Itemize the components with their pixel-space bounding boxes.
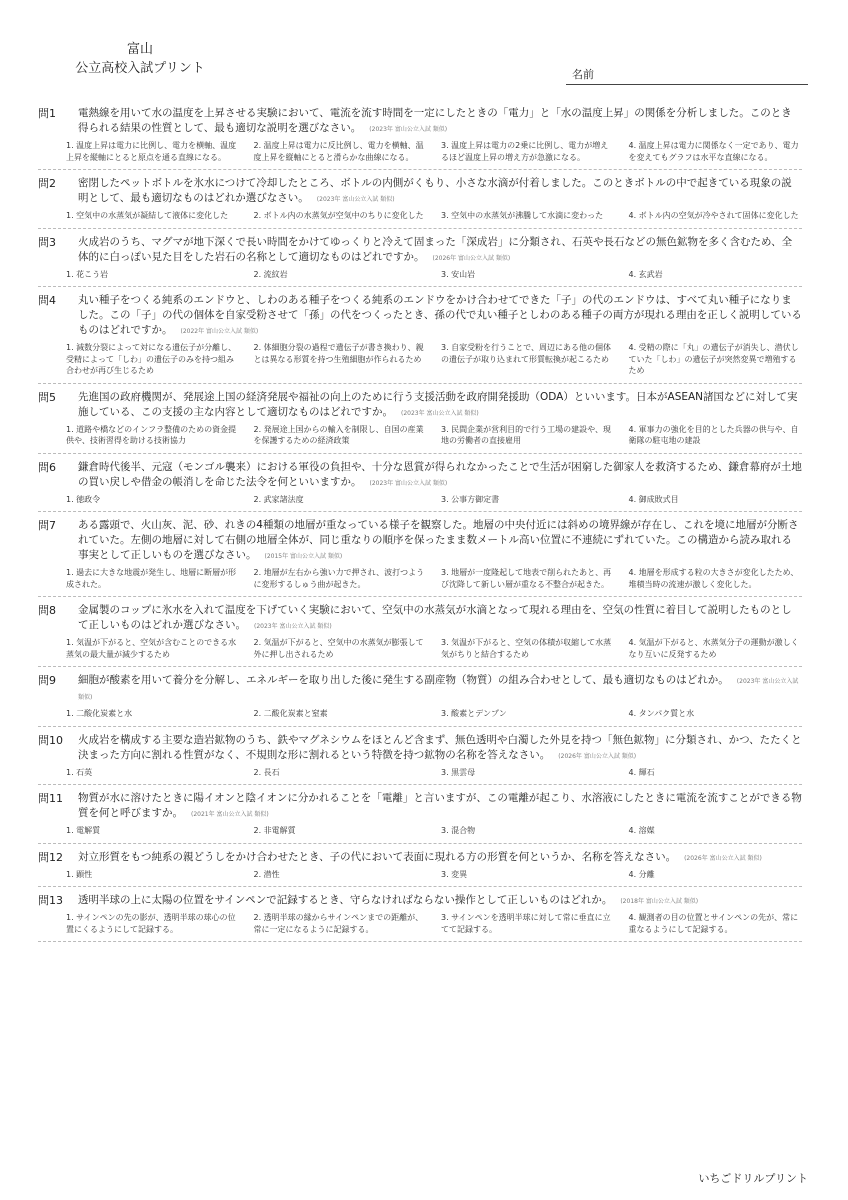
choice-list bbox=[38, 210, 802, 222]
choice-option[interactable]: 4. 気温が下がると、水蒸気分子の運動が激しくなり互いに反発するため bbox=[628, 638, 799, 659]
question-source: (2018年 富山公立入試 類似) bbox=[620, 898, 699, 905]
question-number: 問8 bbox=[38, 604, 56, 617]
choice-list bbox=[38, 708, 802, 720]
question-number: 問3 bbox=[38, 235, 56, 249]
choice-option[interactable]: 3. 変異 bbox=[441, 869, 468, 879]
question-block bbox=[38, 287, 802, 384]
question-number: 問1 bbox=[38, 107, 56, 120]
question-source: (2021年 富山公立入試 類似) bbox=[191, 811, 269, 818]
choice-option[interactable]: 3. 温度上昇は電力の2乗に比例し、電力が増えるほど温度上昇の増え方が急激になる。 bbox=[441, 141, 609, 162]
question-header bbox=[38, 791, 802, 822]
question-text-wrap bbox=[78, 850, 802, 866]
question-number: 問4 bbox=[38, 294, 56, 307]
choice-option[interactable]: 1. 顕性 bbox=[66, 869, 93, 879]
question-header bbox=[38, 673, 802, 705]
question-text: 鎌倉時代後半、元寇（モンゴル襲来）における軍役の負担や、十分な恩賞が得られなかったことで生活が困窮した御家人を救済するため、鎌倉幕府が土地の買い戻しや借金の帳消しを命じた法令を何といいますか。 bbox=[78, 460, 802, 488]
question-text: 対立形質をもつ純系の親どうしをかけ合わせたとき、子の代において表面に現れる方の形質を何というか、名称を答えなさい。 bbox=[78, 850, 677, 863]
choice-option[interactable]: 3. 安山岩 bbox=[441, 269, 476, 279]
question-header bbox=[38, 293, 802, 339]
choice-list bbox=[38, 567, 802, 590]
question-list bbox=[38, 100, 802, 942]
choice-option[interactable]: 4. 輝石 bbox=[628, 767, 655, 777]
question-header bbox=[38, 518, 802, 564]
question-number: 問13 bbox=[38, 894, 63, 907]
question-block bbox=[38, 597, 802, 667]
choice-option[interactable]: 3. 黒雲母 bbox=[441, 767, 476, 777]
choice-option[interactable]: 2. 潜性 bbox=[253, 869, 280, 879]
question-source: (2023年 富山公立入試 類似) bbox=[401, 409, 479, 417]
choice-option[interactable]: 4. 分離 bbox=[628, 869, 655, 879]
question-text-wrap bbox=[78, 390, 802, 421]
question-block bbox=[38, 887, 802, 942]
choice-option[interactable]: 3. 地層が一度隆起して地表で削られたあと、再び沈降して新しい層が重なる不整合が起きた。 bbox=[441, 568, 612, 589]
choice-list bbox=[38, 869, 802, 881]
choice-option[interactable]: 1. 気温が下がると、空気が含むことのできる水蒸気の最大量が減少するため bbox=[66, 638, 237, 659]
question-number: 問5 bbox=[38, 390, 56, 404]
question-source: (2026年 富山公立入試 類似) bbox=[684, 854, 762, 862]
question-text: 細胞が酸素を用いて養分を分解し、エネルギーを取り出した後に発生する副産物（物質）の組み合わせとして、最も適切なものはどれか。 bbox=[78, 674, 729, 686]
question-header bbox=[38, 603, 802, 634]
choice-option[interactable]: 4. タンパク質と水 bbox=[628, 709, 695, 718]
question-block bbox=[38, 229, 802, 288]
question-source: (2026年 富山公立入試 類似) bbox=[558, 752, 637, 760]
choice-list bbox=[38, 494, 802, 506]
choice-option[interactable]: 1. サインペンの先の影が、透明半球の球心の位置にくるようにして記録する。 bbox=[66, 913, 236, 934]
question-block bbox=[38, 667, 802, 727]
choice-option[interactable]: 3. 空気中の水蒸気が沸騰して水滴に変わった bbox=[441, 211, 604, 220]
choice-option[interactable]: 4. 御成敗式目 bbox=[628, 494, 679, 504]
question-header bbox=[38, 460, 802, 491]
choice-list bbox=[38, 424, 802, 447]
question-text: 物質が水に溶けたときに陽イオンと陰イオンに分かれることを「電離」と言いますが、この電離が起こり、水溶液にしたときに電流を流すことができる物質を何と呼びますか。 bbox=[78, 792, 802, 819]
choice-option[interactable]: 2. 非電解質 bbox=[253, 826, 296, 835]
question-text-wrap bbox=[78, 518, 802, 564]
question-number: 問11 bbox=[38, 792, 63, 805]
choice-option[interactable]: 3. 混合物 bbox=[441, 826, 476, 835]
choice-option[interactable]: 1. 温度上昇は電力に比例し、電力を横軸、温度上昇を縦軸にとると原点を通る直線になる。 bbox=[66, 141, 237, 162]
question-number: 問10 bbox=[38, 733, 63, 747]
question-text: 先進国の政府機関が、発展途上国の経済発展や福祉の向上のために行う支援活動を政府開発援助（ODA）といいます。日本がASEAN諸国などに対して実施している、この支援の主な内容として適切なものはどれですか。 bbox=[78, 390, 798, 418]
question-source: (2022年 富山公立入試 類似) bbox=[180, 328, 259, 335]
question-source: (2023年 富山公立入試 類似) bbox=[369, 126, 448, 133]
choice-option[interactable]: 1. 空気中の水蒸気が凝結して液体に変化した bbox=[66, 211, 229, 220]
question-text: 透明半球の上に太陽の位置をサインペンで記録するとき、守らなければならない操作として正しいものはどれか。 bbox=[78, 894, 613, 906]
choice-list bbox=[38, 269, 802, 281]
question-header bbox=[38, 893, 802, 909]
question-header bbox=[38, 235, 802, 266]
choice-option[interactable]: 1. 過去に大きな地震が発生し、地層に断層が形成された。 bbox=[66, 568, 237, 589]
choice-option[interactable]: 2. 体細胞分裂の過程で遺伝子が書き換わり、親とは異なる形質を持つ生殖細胞が作られるため bbox=[253, 343, 424, 364]
question-number: 問9 bbox=[38, 674, 56, 687]
question-source: (2023年 富山公立入試 類似) bbox=[369, 479, 448, 487]
choice-option[interactable]: 4. 軍事力の強化を目的とした兵器の供与や、自衛隊の駐屯地の建設 bbox=[628, 424, 799, 445]
choice-option[interactable]: 4. 受精の際に「丸」の遺伝子が消失し、潜伏していた「しわ」の遺伝子が突然変異で増殖するため bbox=[628, 343, 799, 375]
question-header bbox=[38, 176, 802, 207]
choice-list bbox=[38, 342, 802, 377]
choice-option[interactable]: 3. 酸素とデンプン bbox=[441, 709, 507, 718]
choice-option[interactable]: 1. 徳政令 bbox=[66, 494, 101, 504]
choice-option[interactable]: 1. 減数分裂によって対になる遺伝子が分離し、受精によって「しわ」の遺伝子のみを持つ組み合わせが再び生じるため bbox=[66, 343, 237, 375]
choice-list bbox=[38, 912, 802, 935]
choice-option[interactable]: 3. 自家受粉を行うことで、周辺にある他の個体の遺伝子が取り込まれて形質転換が起こるため bbox=[441, 343, 612, 364]
choice-list bbox=[38, 140, 802, 163]
question-block bbox=[38, 384, 802, 454]
question-source: (2023年 富山公立入試 類似) bbox=[316, 196, 395, 203]
question-text-wrap bbox=[78, 460, 802, 491]
choice-option[interactable]: 3. サインペンを透明半球に対して常に垂直に立てて記録する。 bbox=[441, 913, 611, 934]
choice-option[interactable]: 2. 気温が下がると、空気中の水蒸気が膨張して外に押し出されるため bbox=[253, 638, 424, 659]
name-label: 名前 bbox=[572, 68, 594, 81]
question-number: 問2 bbox=[38, 177, 56, 190]
choice-option[interactable]: 2. 武家諸法度 bbox=[253, 494, 304, 504]
question-source: (2026年 富山公立入試 類似) bbox=[432, 254, 511, 262]
question-text: 密閉したペットボトルを氷水につけて冷却したところ、ボトルの内側がくもり、小さな水滴が付着しました。このときボトルの中で起きている現象の説明として、最も適切なものはどれか選びなさい。 bbox=[78, 177, 792, 204]
choice-option[interactable]: 1. 石英 bbox=[66, 767, 93, 777]
choice-option[interactable]: 2. 長石 bbox=[253, 767, 280, 777]
question-block bbox=[38, 727, 802, 786]
choice-option[interactable]: 2. 流紋岩 bbox=[253, 269, 288, 279]
footer-brand: いちごドリルプリント bbox=[698, 1172, 808, 1185]
choice-option[interactable]: 1. 電解質 bbox=[66, 826, 101, 835]
question-source: (2023年 富山公立入試 類似) bbox=[254, 623, 332, 630]
question-block bbox=[38, 100, 802, 170]
print-title: 公立高校入試プリント bbox=[75, 61, 205, 76]
choice-list bbox=[38, 767, 802, 779]
question-text-wrap bbox=[78, 235, 802, 266]
choice-list bbox=[38, 637, 802, 660]
choice-option[interactable]: 4. 地層を形成する粒の大きさが変化したため、堆積当時の流速が激しく変化した。 bbox=[628, 568, 799, 589]
question-text-wrap bbox=[78, 293, 802, 339]
choice-option[interactable]: 2. ボトル内の水蒸気が空気中のちりに変化した bbox=[253, 211, 424, 220]
question-header bbox=[38, 106, 802, 137]
title-block bbox=[60, 40, 220, 78]
question-text: 丸い種子をつくる純系のエンドウと、しわのある種子をつくる純系のエンドウをかけ合わせてできた「子」の代のエンドウは、すべて丸い種子になりました。この「子」の代の個体を自家受粉させて「孫」の代をつくったとき、孫の代で丸い種子としわのある種子の両方が現れる理由を正しく説明しているものはどれですか。 bbox=[78, 294, 802, 336]
question-text-wrap bbox=[78, 603, 802, 634]
choice-option[interactable]: 3. 気温が下がると、空気の体積が収縮して水蒸気がちりと結合するため bbox=[441, 638, 612, 659]
question-header bbox=[38, 850, 802, 866]
choice-option[interactable]: 4. 玄武岩 bbox=[628, 269, 663, 279]
question-text: 金属製のコップに氷水を入れて温度を下げていく実験において、空気中の水蒸気が水滴となって現れる理由を、空気の性質に着目して説明したものとして正しいものはどれか選びなさい。 bbox=[78, 604, 792, 631]
prefecture-title: 富山 bbox=[126, 42, 153, 57]
question-source: (2023年 富山公立入試 類似) bbox=[78, 678, 799, 701]
choice-option[interactable]: 4. 溶媒 bbox=[628, 826, 655, 835]
choice-option[interactable]: 3. 民間企業が営利目的で行う工場の建設や、現地の労働者の直接雇用 bbox=[441, 424, 612, 445]
question-text-wrap bbox=[78, 673, 802, 705]
question-block bbox=[38, 170, 802, 229]
question-block bbox=[38, 844, 802, 888]
choice-option[interactable]: 2. 地層が左右から強い力で押され、波打つように変形するしゅう曲が起きた。 bbox=[253, 568, 425, 589]
question-number: 問6 bbox=[38, 460, 56, 474]
choice-option[interactable]: 1. 花こう岩 bbox=[66, 269, 109, 279]
question-number: 問7 bbox=[38, 519, 56, 532]
question-block bbox=[38, 785, 802, 844]
question-text-wrap bbox=[78, 733, 802, 764]
choice-option[interactable]: 2. 透明半球の縁からサインペンまでの距離が、常に一定になるように記録する。 bbox=[253, 913, 424, 934]
choice-list bbox=[38, 825, 802, 837]
question-text: 火成岩を構成する主要な造岩鉱物のうち、鉄やマグネシウムをほとんど含まず、無色透明や白濁した外見を持つ「無色鉱物」に分類され、かつ、たたくと決まった方向に割れる性質がなく、不規則な形に割れるという特徴を持つ鉱物の名称を答えなさい。 bbox=[78, 733, 802, 761]
choice-option[interactable]: 1. 二酸化炭素と水 bbox=[66, 709, 133, 718]
choice-option[interactable]: 2. 温度上昇は電力に反比例し、電力を横軸、温度上昇を縦軸にとると滑らかな曲線になる。 bbox=[253, 141, 424, 162]
choice-option[interactable]: 3. 公事方御定書 bbox=[441, 494, 500, 504]
choice-option[interactable]: 1. 道路や橋などのインフラ整備のための資金提供や、技術習得を助ける技術協力 bbox=[66, 424, 237, 445]
question-text-wrap bbox=[78, 176, 802, 207]
choice-option[interactable]: 4. 温度上昇は電力に関係なく一定であり、電力を変えてもグラフは水平な直線になる。 bbox=[628, 141, 799, 162]
question-text-wrap bbox=[78, 893, 802, 909]
question-text-wrap bbox=[78, 106, 802, 137]
question-header bbox=[38, 390, 802, 421]
question-block bbox=[38, 454, 802, 513]
question-header bbox=[38, 733, 802, 764]
question-source: (2015年 富山公立入試 類似) bbox=[264, 553, 343, 560]
page-header bbox=[0, 0, 848, 100]
name-field[interactable] bbox=[566, 62, 808, 85]
question-text: 電熱線を用いて水の温度を上昇させる実験において、電流を流す時間を一定にしたときの「電力」と「水の温度上昇」の関係を分析しました。このとき得られる結果の性質として、最も適切な説明を選びなさい。 bbox=[78, 107, 792, 134]
question-text-wrap bbox=[78, 791, 802, 822]
question-block bbox=[38, 512, 802, 597]
question-text: ある露頭で、火山灰、泥、砂、れきの4種類の地層が重なっている様子を観察した。地層の中央付近には斜めの境界線が存在し、これを境に地層が分断されていた。左側の地層に対して右側の地層全体が、同じ重なりの順序を保ったまま数メートル高い位置に不連続にずれていた。この構造から読み取れる事実として正しいものを選びなさい。 bbox=[78, 519, 799, 561]
choice-option[interactable]: 4. ボトル内の空気が冷やされて固体に変化した bbox=[628, 211, 799, 220]
choice-option[interactable]: 4. 観測者の目の位置とサインペンの先が、常に重なるようにして記録する。 bbox=[628, 913, 799, 934]
choice-option[interactable]: 2. 発展途上国からの輸入を制限し、自国の産業を保護するための経済政策 bbox=[253, 424, 424, 445]
question-text: 火成岩のうち、マグマが地下深くで長い時間をかけてゆっくりと冷えて固まった「深成岩」に分類され、石英や長石などの無色鉱物を多く含むため、全体的に白っぽい見た目をした岩石の名称として適切なものはどれですか。 bbox=[78, 235, 793, 263]
choice-option[interactable]: 2. 二酸化炭素と窒素 bbox=[253, 709, 328, 718]
question-number: 問12 bbox=[38, 850, 63, 864]
